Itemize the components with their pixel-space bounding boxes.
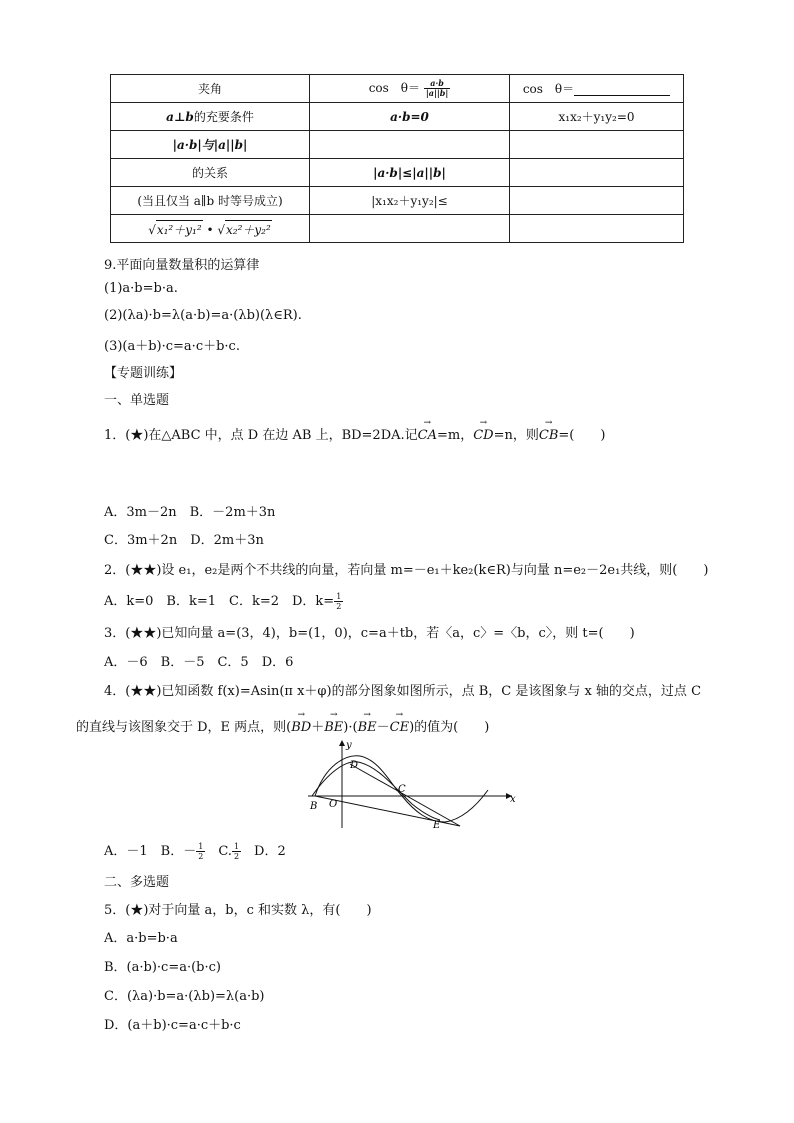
- law-3: (3)(a＋b)·c=a·c＋b·c.: [104, 339, 240, 354]
- cell-text: |a·b|与|a||b|: [172, 138, 248, 152]
- table-row: [111, 103, 684, 131]
- sqrt-term: x₁²＋y₁²: [156, 220, 203, 238]
- vector-be: → BE: [324, 720, 343, 735]
- cell-text: (当且仅当 a∥b 时等号成立): [137, 194, 283, 208]
- table-cell: [111, 131, 310, 159]
- section-multi-choice: 二、多选题: [104, 875, 170, 890]
- table-cell: [510, 131, 684, 159]
- section-single-choice: 一、单选题: [104, 393, 170, 408]
- laws-heading: 9.平面向量数量积的运算律: [104, 258, 260, 273]
- table-cell: [510, 103, 684, 131]
- table-cell: [310, 75, 510, 103]
- sqrt-term: x₂²＋y₂²: [225, 220, 272, 238]
- q5-option-b: B．(a·b)·c=a·(b·c): [104, 960, 221, 975]
- cell-text: x₁x₂＋y₁y₂=0: [558, 110, 635, 124]
- fraction-denominator: 2: [233, 852, 240, 861]
- table-cell: [510, 215, 684, 243]
- q5-option-d: D．(a＋b)·c=a·c＋b·c: [104, 1018, 241, 1033]
- q1-eq-m: =m，: [437, 428, 474, 443]
- label-y: y: [346, 740, 352, 751]
- table-cell: [111, 159, 310, 187]
- q5-option-c: C．(λa)·b=a·(λb)=λ(a·b): [104, 989, 265, 1004]
- question-4-line-2: [76, 716, 489, 735]
- question-2: 2．(★★)设 e₁，e₂是两个不共线的向量，若向量 m=－e₁＋ke₂(k∈R)与向量 n=e₂－2e₁共线，则( ): [104, 563, 709, 578]
- cell-text: 的关系: [191, 166, 228, 180]
- q1-tail: =( ): [558, 428, 606, 443]
- law-2: (2)(λa)·b=λ(a·b)=a·(λb)(λ∈R).: [104, 308, 302, 323]
- q1-eq-n: =n，则: [493, 428, 539, 443]
- cell-text: cos θ＝: [522, 82, 575, 96]
- table-cell: [510, 75, 684, 103]
- sine-graph-figure: [300, 738, 520, 832]
- table-row: [111, 187, 684, 215]
- cell-text: 的充要条件: [193, 110, 254, 124]
- fraction-half: [196, 842, 205, 861]
- dot-symbol: •: [206, 222, 214, 237]
- question-1: [104, 424, 605, 443]
- label-b: B: [310, 801, 318, 812]
- table-cell: [310, 215, 510, 243]
- cell-text: |x₁x₂＋y₁y₂|≤: [371, 194, 448, 208]
- blank-line: [574, 83, 670, 96]
- cell-text: 夹角: [197, 82, 222, 96]
- table-cell: √x₁²＋y₁² • √x₂²＋y₂²: [111, 215, 310, 243]
- q1-prefix: 1．(★)在△ABC 中，点 D 在边 AB 上，BD=2DA.记: [104, 428, 418, 443]
- question-4-line-1: 4．(★★)已知函数 f(x)=Asin(π x＋φ)的部分图象如图所示，点 B，C 是该图象与 x 轴的交点，过点 C: [104, 684, 702, 699]
- vector-formula-table: [110, 74, 684, 243]
- table-row: [111, 131, 684, 159]
- fraction-denominator: 2: [336, 602, 342, 611]
- table-cell: [111, 75, 310, 103]
- q4-opt-ab: A．－1 B．－: [104, 844, 197, 859]
- fraction-denominator: 2: [198, 852, 204, 861]
- q1-options-ab: A．3m－2n B．－2m＋3n: [104, 505, 276, 520]
- q4-opt-d: D．2: [241, 844, 286, 859]
- table-row: [111, 159, 684, 187]
- fraction-numerator: a·b: [424, 79, 450, 89]
- q4-pre: 的直线与该图象交于 D，E 两点，则(: [76, 720, 292, 735]
- cell-text: cos θ＝: [368, 81, 421, 95]
- label-d: D: [350, 760, 359, 771]
- vector-cd: → CD: [473, 428, 493, 443]
- fraction-half: [232, 842, 241, 861]
- training-title: 【专题训练】: [104, 366, 183, 381]
- q4-options: [104, 840, 286, 861]
- q1-options-cd: C．3m＋2n D．2m＋3n: [104, 533, 264, 548]
- table-row: [111, 215, 684, 243]
- table-cell: [310, 187, 510, 215]
- fraction-denominator: |a||b|: [425, 88, 449, 98]
- table-cell: [310, 159, 510, 187]
- label-o: O: [329, 799, 338, 810]
- vector-ce: → CE: [390, 720, 409, 735]
- table-cell: [510, 159, 684, 187]
- table-cell: [111, 103, 310, 131]
- table-cell: [310, 131, 510, 159]
- vector-be-2: → BE: [358, 720, 377, 735]
- fraction-half: [334, 592, 343, 611]
- label-e: E: [433, 820, 441, 831]
- y-axis-arrow: [339, 740, 345, 746]
- q4-mid: )·(: [343, 720, 358, 735]
- vector-ca: → CA: [418, 428, 437, 443]
- table-cell: [111, 187, 310, 215]
- chord-curve: [312, 762, 440, 820]
- table-cell: [310, 103, 510, 131]
- fraction-numerator: 1: [198, 842, 204, 851]
- q4-opt-c: C.: [205, 844, 232, 859]
- fraction: [424, 79, 450, 98]
- q2-options-text: A．k=0 B．k=1 C．k=2 D．k=: [104, 594, 335, 609]
- label-c: C: [398, 784, 406, 795]
- table-row: [111, 75, 684, 103]
- q4-minus: －: [376, 720, 390, 735]
- question-3: 3．(★★)已知向量 a=(3，4)，b=(1，0)，c=a＋tb，若〈a，c〉=〈b，c〉，则 t=( ): [104, 626, 635, 641]
- vector-cb: → CB: [539, 428, 559, 443]
- question-5: 5．(★)对于向量 a，b，c 和实数 λ，有( ): [104, 903, 372, 918]
- line-dce: [350, 764, 460, 826]
- fraction-numerator: 1: [336, 592, 342, 601]
- q4-plus: ＋: [311, 720, 325, 735]
- q2-options: [104, 590, 343, 611]
- table-cell: [510, 187, 684, 215]
- fraction-numerator: 1: [233, 842, 240, 851]
- vector-bd: → BD: [291, 720, 311, 735]
- cell-text: |a·b|≤|a||b|: [373, 165, 446, 180]
- q5-option-a: A．a·b=b·a: [104, 931, 178, 946]
- law-1: (1)a·b=b·a.: [104, 281, 178, 296]
- label-x: x: [510, 794, 516, 805]
- cell-text: a⊥b: [166, 110, 194, 124]
- q4-tail: )的值为( ): [409, 720, 490, 735]
- cell-text: a·b=0: [390, 109, 429, 124]
- q3-options: A．－6 B．－5 C．5 D．6: [104, 655, 294, 670]
